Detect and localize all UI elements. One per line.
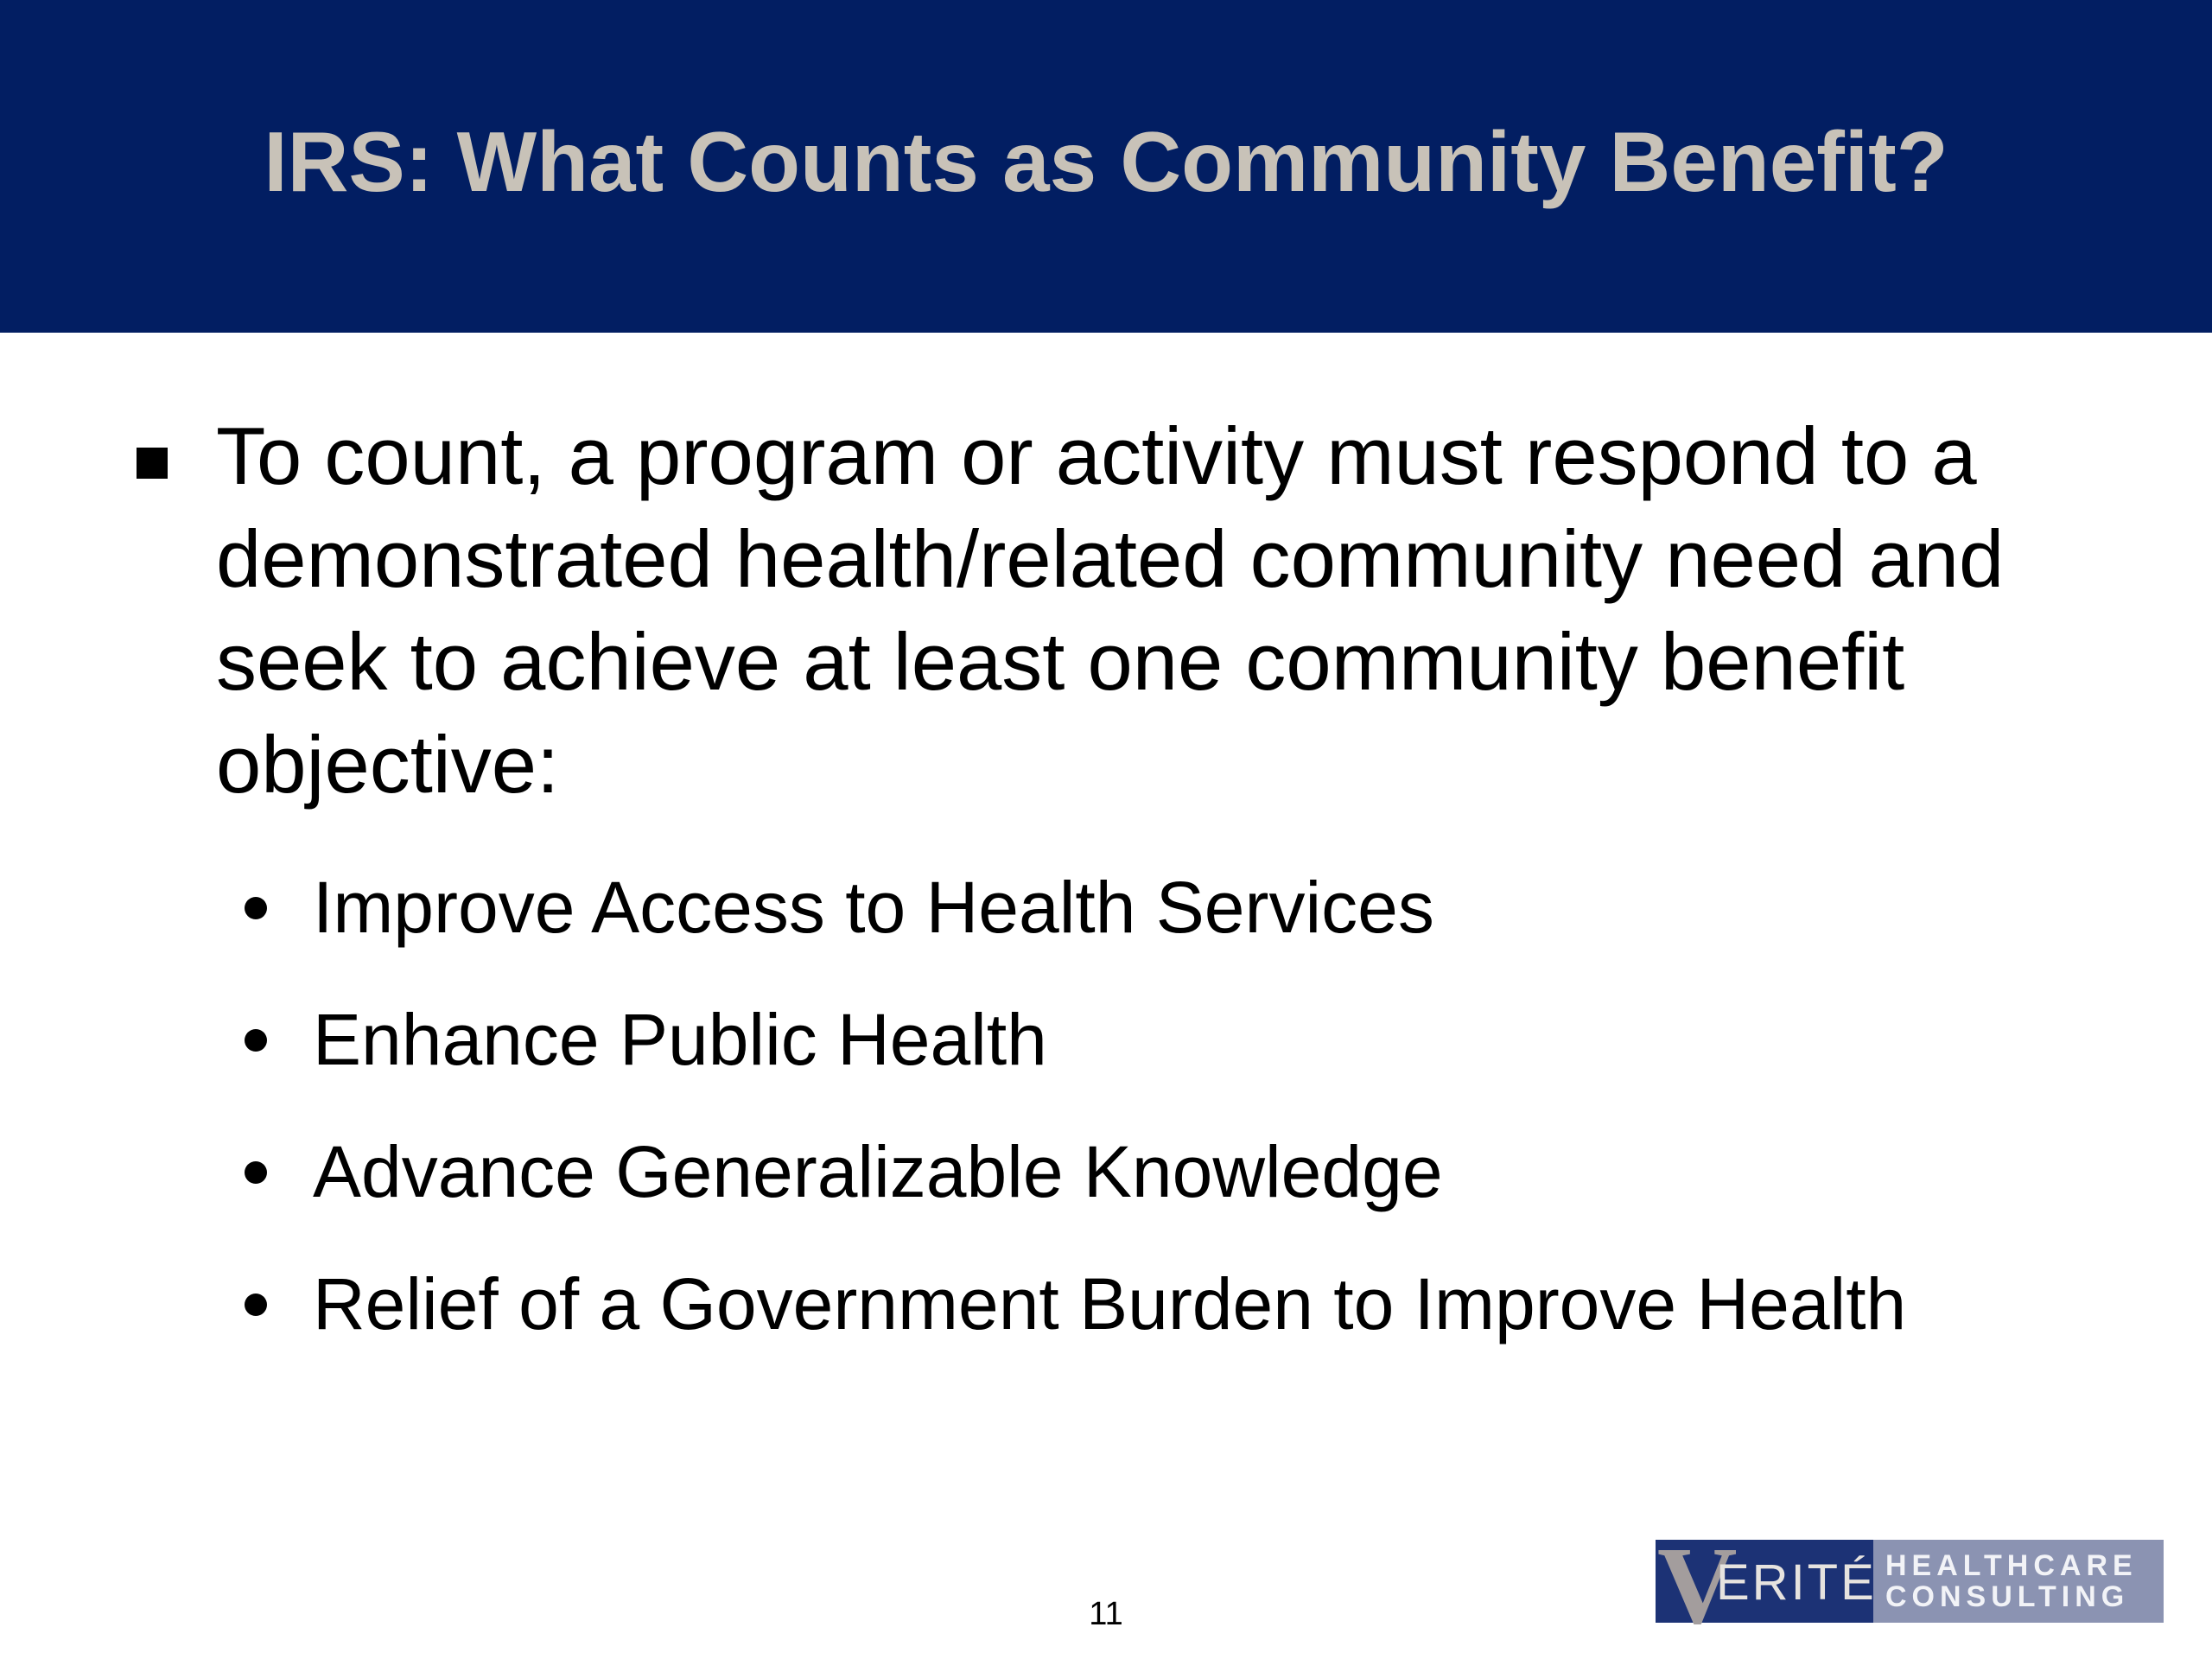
square-bullet-icon [137, 448, 168, 479]
verite-logo [1656, 1524, 2164, 1647]
logo-line-consulting: CONSULTING [1885, 1580, 2130, 1613]
round-bullet-icon [245, 897, 267, 919]
logo-name-block [1656, 1524, 1877, 1647]
sub-bullet-text: Enhance Public Health [313, 999, 1047, 1080]
logo-initial: V [1657, 1524, 1738, 1647]
logo-tagline-block [1873, 1540, 2164, 1623]
list-item [0, 1261, 1987, 1364]
sub-bullet-text: Improve Access to Health Services [313, 867, 1434, 948]
list-item [0, 1128, 1987, 1232]
round-bullet-icon [245, 1029, 267, 1052]
round-bullet-icon [245, 1161, 267, 1184]
list-item [0, 864, 1987, 968]
sub-bullet-text: Relief of a Government Burden to Improve Health [313, 1263, 1907, 1344]
list-item [0, 996, 1987, 1100]
page-number: 11 [1089, 1596, 1123, 1632]
logo-line-healthcare: HEALTHCARE [1885, 1549, 2138, 1582]
sub-bullet-text: Advance Generalizable Knowledge [313, 1131, 1443, 1212]
round-bullet-icon [245, 1294, 267, 1316]
main-bullet-text: To count, a program or activity must respond to a demonstrated health/related community need and seek to achieve at least one community benefit objective: [216, 410, 2005, 810]
logo-name: ERITÉ [1716, 1554, 1877, 1611]
slide-title: IRS: What Counts as Community Benefit? [264, 114, 1948, 209]
